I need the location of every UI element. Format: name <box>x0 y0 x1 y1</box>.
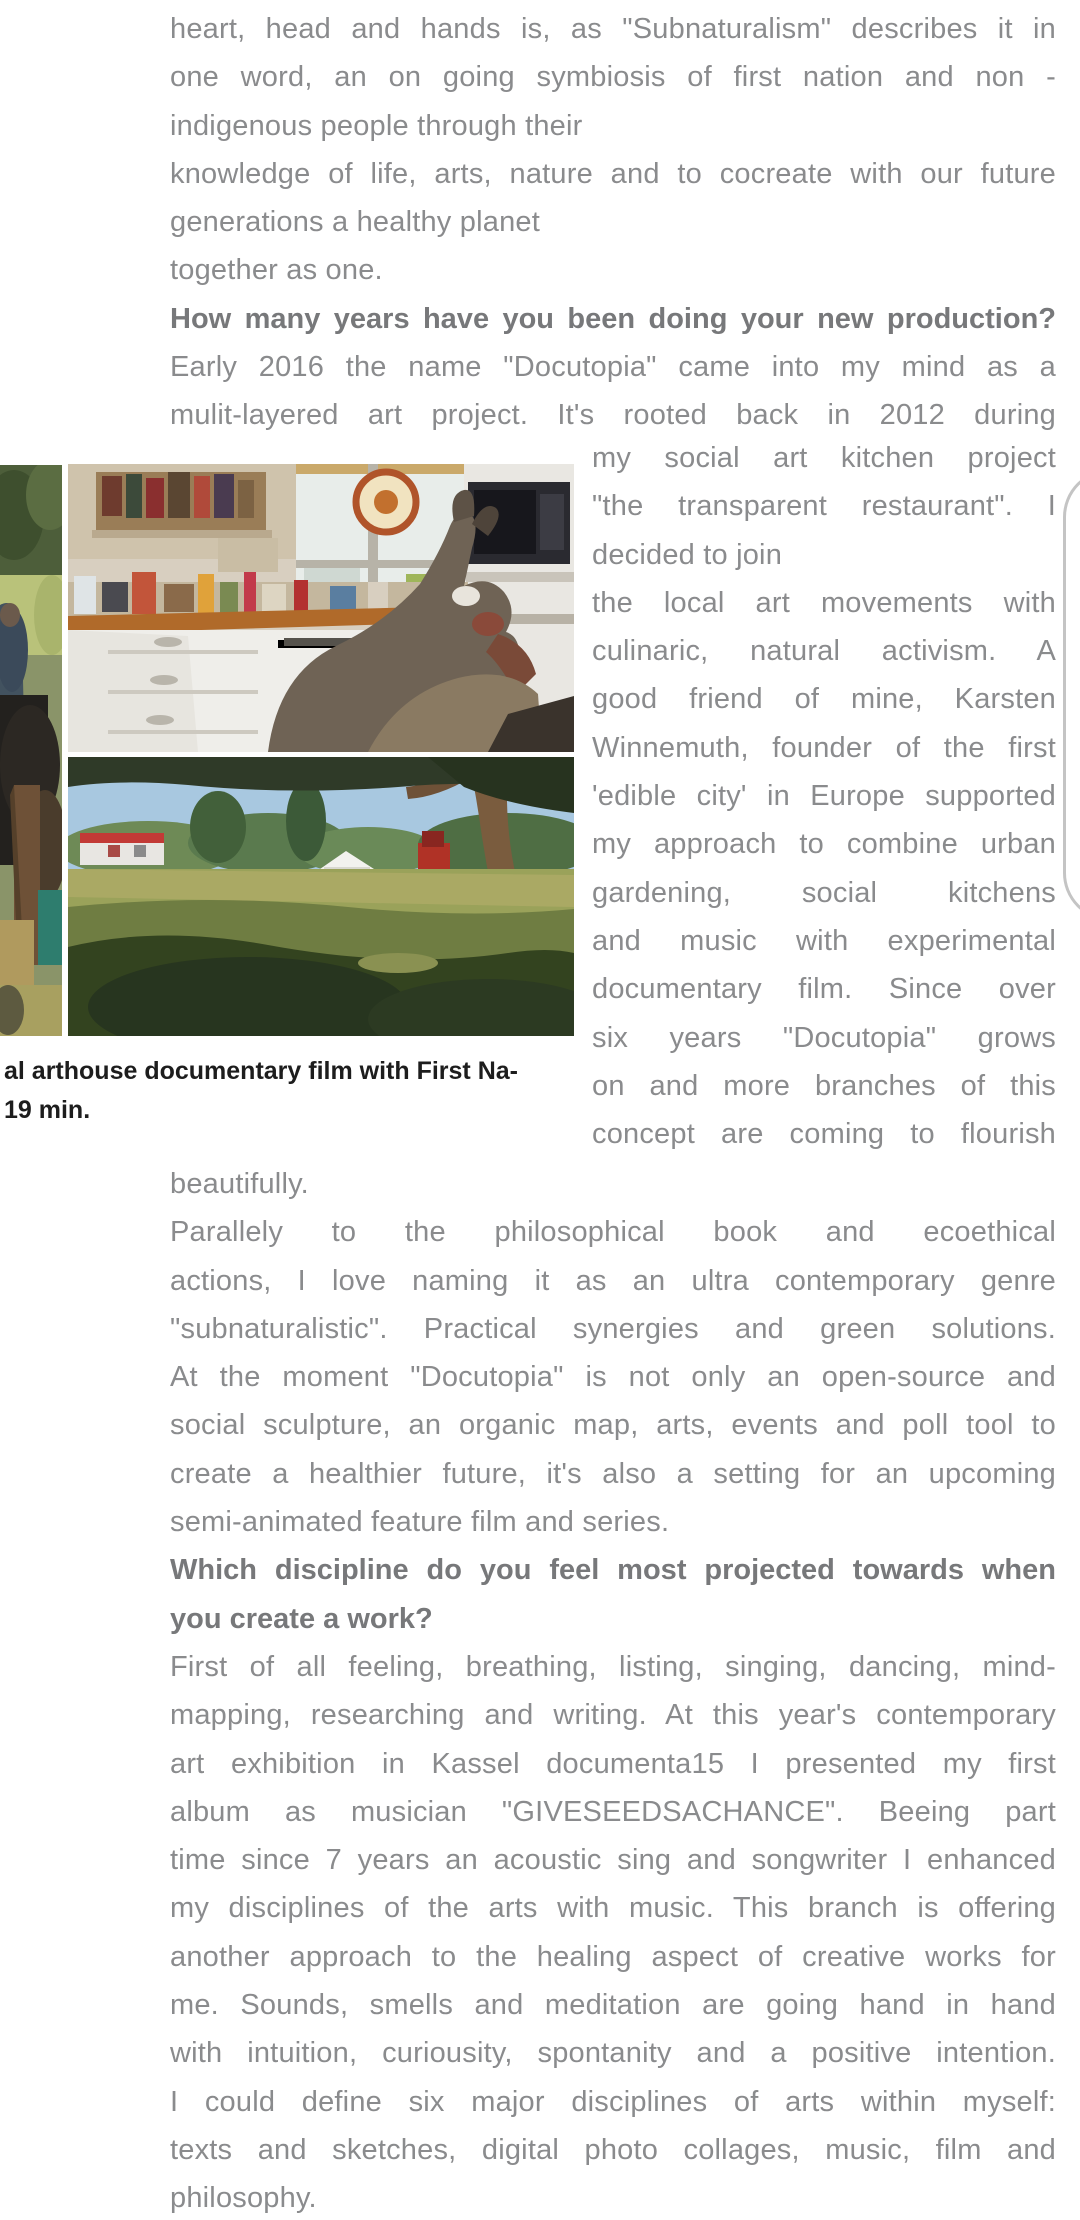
text-line: beautifully. <box>170 1168 309 1200</box>
text-line: actions, I love naming it as an ultra contemporary genre <box>170 1264 1056 1297</box>
intro-block <box>170 5 1056 440</box>
question-line: How many years have you been doing your new production? <box>170 302 1056 335</box>
text-line: heart, head and hands is, as "Subnaturalism" describes it in <box>170 13 1056 45</box>
text-line: and music with experimental <box>592 924 1056 957</box>
text-line: my disciplines of the arts with music. This branch is offering <box>170 1892 1056 1925</box>
body-block <box>170 1160 1056 2220</box>
text-line: create a healthier future, it's also a setting for an upcoming <box>170 1457 1056 1490</box>
text-line: another approach to the healing aspect of creative works for <box>170 1940 1056 1973</box>
text-line: documentary film. Since over <box>592 973 1056 1006</box>
photo-park-lawn <box>68 757 574 1036</box>
text-line: At the moment "Docutopia" is not only an open-source and <box>170 1361 1056 1394</box>
text-line: one word, an on going symbiosis of first nation and non - <box>170 61 1056 94</box>
text-line: indigenous people through their <box>170 109 583 142</box>
text-line: "subnaturalistic". Practical synergies and green solutions. <box>170 1312 1056 1345</box>
text-line: knowledge of life, arts, nature and to cocreate with our future <box>170 157 1056 190</box>
text-line: album as musician "GIVESEEDSACHANCE". Beeing part <box>170 1795 1056 1828</box>
text-line: the local art movements with <box>592 586 1056 619</box>
text-line: First of all feeling, breathing, listing, singing, dancing, mind- <box>170 1650 1056 1683</box>
text-line: art exhibition in Kassel documenta15 I presented my first <box>170 1747 1056 1780</box>
text-line: together as one. <box>170 254 383 287</box>
text-line: semi-animated feature film and series. <box>170 1506 670 1539</box>
question-line: al arthouse documentary film with First Na- <box>4 1057 518 1085</box>
wrap-column-block <box>592 434 1056 1158</box>
text-line: six years "Docutopia" grows <box>592 1021 1056 1054</box>
text-line: mulit-layered art project. It's rooted back in 2012 during <box>170 399 1056 432</box>
page-edge-bracket <box>1063 469 1080 921</box>
text-line: decided to join <box>592 538 783 571</box>
text-line: on and more branches of this <box>592 1069 1056 1102</box>
text-line: concept are coming to flourish <box>592 1118 1056 1151</box>
text-line: generations a healthy planet <box>170 206 540 239</box>
question-line: Which discipline do you feel most projected towards when <box>170 1554 1056 1587</box>
photo-kitchen-kangaroo <box>68 464 574 752</box>
text-line: I could define six major disciplines of arts within myself: <box>170 2085 1056 2118</box>
photo-outdoor-strip <box>0 465 62 1036</box>
text-line: with intuition, curiousity, spontanity and a positive intention. <box>170 2037 1056 2070</box>
text-line: me. Sounds, smells and meditation are going hand in hand <box>170 1989 1056 2022</box>
text-line: philosophy. <box>170 2182 317 2215</box>
text-line: good friend of mine, Karsten <box>592 683 1056 716</box>
figure-caption <box>4 1052 564 1130</box>
question-line: 19 min. <box>4 1096 91 1124</box>
text-line: culinaric, natural activism. A <box>592 635 1056 668</box>
text-line: my social art kitchen project <box>592 442 1056 474</box>
text-line: Parallely to the philosophical book and ecoethical <box>170 1216 1056 1249</box>
text-line: social sculpture, an organic map, arts, events and poll tool to <box>170 1409 1056 1442</box>
text-line: Winnemuth, founder of the first <box>592 731 1056 764</box>
text-line: 'edible city' in Europe supported <box>592 780 1056 813</box>
text-line: "the transparent restaurant". I <box>592 490 1056 523</box>
question-line: you create a work? <box>170 1602 433 1635</box>
text-line: my approach to combine urban <box>592 828 1056 861</box>
text-line: texts and sketches, digital photo collages, music, film and <box>170 2133 1056 2166</box>
text-line: Early 2016 the name "Docutopia" came into my mind as a <box>170 351 1056 384</box>
text-line: time since 7 years an acoustic sing and songwriter I enhanced <box>170 1844 1056 1877</box>
text-line: mapping, researching and writing. At this year's contemporary <box>170 1699 1056 1732</box>
text-line: gardening, social kitchens <box>592 876 1056 909</box>
